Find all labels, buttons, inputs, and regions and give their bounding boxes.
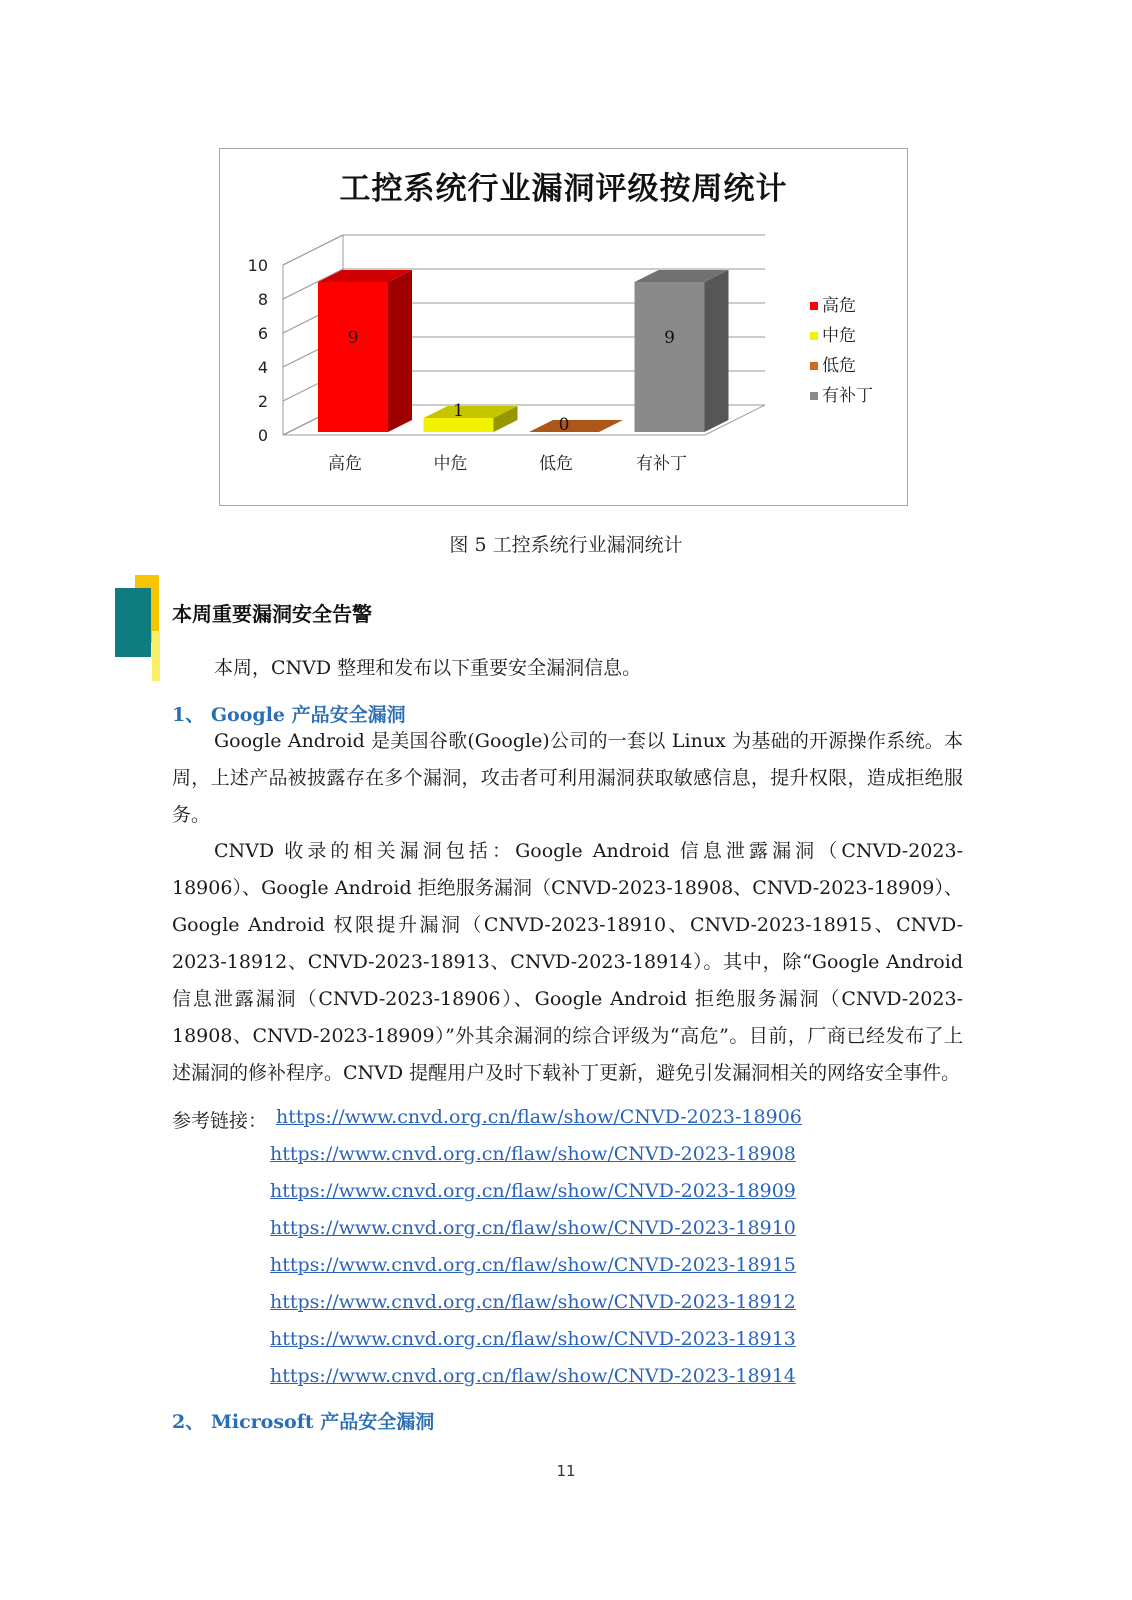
page-number: 11 bbox=[556, 1462, 576, 1480]
legend-swatch-2 bbox=[810, 362, 818, 370]
y-tick-label: 6 bbox=[257, 324, 268, 343]
data-label-1: 1 bbox=[453, 401, 464, 421]
bar-side-0 bbox=[388, 270, 412, 432]
x-category-label: 高危 bbox=[328, 454, 362, 474]
legend-label-1: 中危 bbox=[822, 326, 856, 346]
bar-front-3 bbox=[635, 282, 705, 432]
section-heading: 本周重要漏洞安全告警 bbox=[172, 602, 372, 626]
reference-link-7[interactable]: https://www.cnvd.org.cn/flaw/show/CNVD-2023-18913 bbox=[270, 1328, 796, 1350]
x-category-label: 有补丁 bbox=[636, 454, 687, 474]
legend-label-3: 有补丁 bbox=[822, 386, 873, 406]
heading-decoration bbox=[115, 575, 163, 681]
data-label-3: 9 bbox=[664, 328, 675, 348]
chart-title: 工控系统行业漏洞评级按周统计 bbox=[339, 171, 788, 207]
chart-plot bbox=[220, 149, 909, 507]
y-tick-label: 0 bbox=[257, 426, 268, 445]
reference-link-8[interactable]: https://www.cnvd.org.cn/flaw/show/CNVD-2023-18914 bbox=[270, 1365, 796, 1387]
legend-swatch-1 bbox=[810, 332, 818, 340]
reference-link-1[interactable]: https://www.cnvd.org.cn/flaw/show/CNVD-2023-18906 bbox=[276, 1106, 802, 1128]
reference-link-4[interactable]: https://www.cnvd.org.cn/flaw/show/CNVD-2023-18910 bbox=[270, 1217, 796, 1239]
y-tick-label: 10 bbox=[247, 256, 268, 275]
figure-caption: 图 5 工控系统行业漏洞统计 bbox=[449, 534, 683, 556]
legend-swatch-3 bbox=[810, 392, 818, 400]
reference-link-6[interactable]: https://www.cnvd.org.cn/flaw/show/CNVD-2023-18912 bbox=[270, 1291, 796, 1313]
gridline-side-5 bbox=[283, 235, 343, 265]
deco-teal-block bbox=[115, 588, 151, 657]
legend-label-2: 低危 bbox=[822, 356, 856, 376]
legend-label-0: 高危 bbox=[822, 296, 856, 316]
bar-top-2 bbox=[529, 420, 623, 432]
item2-heading: 2、 Microsoft 产品安全漏洞 bbox=[172, 1411, 435, 1433]
chart-figure bbox=[219, 148, 908, 506]
y-tick-label: 8 bbox=[257, 290, 268, 309]
bar-side-3 bbox=[705, 270, 729, 432]
legend-swatch-0 bbox=[810, 302, 818, 310]
x-category-label: 中危 bbox=[433, 454, 468, 474]
item1-heading: 1、 Google 产品安全漏洞 bbox=[172, 704, 406, 726]
intro-paragraph: 本周，CNVD 整理和发布以下重要安全漏洞信息。 bbox=[214, 657, 642, 679]
reference-link-3[interactable]: https://www.cnvd.org.cn/flaw/show/CNVD-2023-18909 bbox=[270, 1180, 796, 1202]
data-label-2: 0 bbox=[558, 415, 570, 435]
y-tick-label: 2 bbox=[257, 392, 268, 411]
deco-yellow-line bbox=[152, 631, 160, 681]
item1-paragraph-1: Google Android 是美国谷歌(Google)公司的一套以 Linux 为基础的开源操作系统。本周，上述产品被披露存在多个漏洞，攻击者可利用漏洞获取敏感信息，提升权限，造成拒绝服务。 bbox=[172, 730, 963, 826]
reference-label: 参考链接： bbox=[172, 1110, 268, 1132]
y-tick-label: 4 bbox=[257, 358, 268, 377]
reference-link-2[interactable]: https://www.cnvd.org.cn/flaw/show/CNVD-2023-18908 bbox=[270, 1143, 796, 1165]
x-category-label: 低危 bbox=[539, 454, 573, 474]
bar-front-0 bbox=[318, 282, 388, 432]
data-label-0: 9 bbox=[347, 328, 359, 348]
reference-link-5[interactable]: https://www.cnvd.org.cn/flaw/show/CNVD-2023-18915 bbox=[270, 1254, 796, 1276]
item1-paragraph-2: CNVD 收录的相关漏洞包括：Google Android 信息泄露漏洞（CNVD-2023-18906）、Google Android 拒绝服务漏洞（CNVD-2023-18908、CNVD-2023-18909）、Google Android 权限提升漏洞（CNVD-2023-18910、CNVD-2023-18915、CNVD-2023-18912、CNVD-2023-18913、CNVD-2023-18914）。其中，除“Google Android 信息泄露漏洞（CNVD-2023-18906）、Google Android 拒绝服务漏洞（CNVD-2023-18908、CNVD-2023-18909）”外其余漏洞的综合评级为“高危”。目前，厂商已经发布了上述漏洞的修补程序。CNVD 提醒用户及时下载补丁更新，避免引发漏洞相关的网络安全事件。 bbox=[172, 840, 963, 1084]
